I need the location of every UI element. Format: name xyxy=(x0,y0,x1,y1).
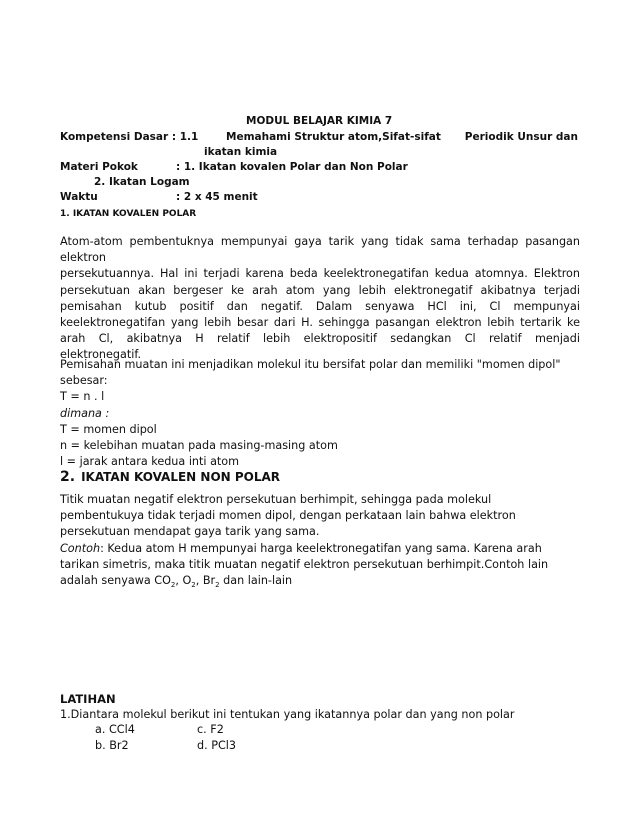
contoh-label: Contoh xyxy=(60,541,101,555)
waktu-label: Waktu xyxy=(60,191,98,203)
text-line: elektron xyxy=(60,251,107,265)
latihan-question xyxy=(60,707,580,723)
option-a: a. CCl4 xyxy=(95,723,135,736)
kompetensi-line2: ikatan kimia xyxy=(204,146,278,158)
section1-heading: 1. IKATAN KOVALEN POLAR xyxy=(60,209,197,219)
materi-value-1: : 1. Ikatan kovalen Polar dan Non Polar xyxy=(176,161,408,173)
definition: T = momen dipol xyxy=(60,422,157,436)
kompetensi-dasar-row xyxy=(60,131,578,145)
text-fragment: , Br xyxy=(195,574,216,588)
section2-paragraph xyxy=(60,492,580,589)
kompetensi-text: Memahami Struktur atom,Sifat-sifat xyxy=(226,131,441,143)
text-line: Titik muatan negatif elektron persekutuan berhimpit, sehingga pada molekul xyxy=(60,493,492,506)
section2-heading xyxy=(60,469,280,485)
subscript: 2 xyxy=(191,581,196,590)
section1-paragraph1 xyxy=(60,234,580,364)
dimana-label: dimana : xyxy=(60,406,110,420)
definition: l = jarak antara kedua inti atom xyxy=(60,455,240,469)
materi-value-2: 2. Ikatan Logam xyxy=(94,176,190,188)
text-line: Atom-atom pembentuknya mempunyai gaya tarik yang tidak sama terhadap pasangan xyxy=(60,235,580,248)
section1-paragraph2 xyxy=(60,357,580,470)
text-line: arah Cl, akibatnya H relatif lebih elektropositif sedangkan Cl relatif menjadi xyxy=(60,332,580,346)
text-fragment: adalah senyawa CO xyxy=(60,574,171,588)
option-b: b. Br2 xyxy=(95,739,129,752)
text-line: Pemisahan muatan ini menjadikan molekul itu bersifat polar dan memiliki "momen dipol" xyxy=(60,358,561,371)
option-d: d. PCl3 xyxy=(197,739,236,752)
text-line: persekutuan akan bergeser ke arah atom yang lebih elektronegatif akibatnya terjadi xyxy=(60,283,580,297)
text-line: sebesar: xyxy=(60,374,108,388)
compounds-line xyxy=(60,573,580,589)
section2-number: 2. xyxy=(60,469,76,485)
module-title: MODUL BELAJAR KIMIA 7 xyxy=(246,115,393,127)
definition: n = kelebihan muatan pada masing-masing atom xyxy=(60,439,338,453)
subscript: 2 xyxy=(215,581,220,590)
text-line: persekutuan mendapat gaya tarik yang sama. xyxy=(60,525,320,539)
question-text: 1.Diantara molekul berikut ini tentukan yang ikatannya polar dan yang non polar xyxy=(60,708,515,721)
text-line: persekutuannya. Hal ini terjadi karena beda keelektronegatifan kedua atomnya. Elektron xyxy=(60,267,580,281)
contoh-text: : Kedua atom H mempunyai harga keelektronegatifan yang sama. Karena arah xyxy=(100,541,542,555)
contoh-line xyxy=(60,541,580,557)
text-line: pembentukuya tidak terjadi momen dipol, dengan perkataan lain bahwa elektron xyxy=(60,509,516,523)
materi-label: Materi Pokok xyxy=(60,161,138,173)
text-fragment: dan lain-lain xyxy=(219,574,293,588)
text-fragment: , O xyxy=(175,574,192,588)
kompetensi-label: Kompetensi Dasar : 1.1 xyxy=(60,131,199,143)
text-line: tarikan simetris, maka titik muatan negatif elektron persekutuan berhimpit.Contoh lain xyxy=(60,557,549,571)
latihan-heading: LATIHAN xyxy=(60,692,116,706)
option-c: c. F2 xyxy=(197,723,224,736)
text-line: elektronegatif. xyxy=(60,348,142,362)
waktu-value: : 2 x 45 menit xyxy=(176,191,258,203)
text-line: pemisahan kutub positif dan negatif. Dalam senyawa HCl ini, Cl mempunyai xyxy=(60,299,580,313)
section2-title: IKATAN KOVALEN NON POLAR xyxy=(81,470,281,484)
text-line: keelektronegatifan yang lebih besar dari H. sehingga pasangan elektron lebih tertarik ke xyxy=(60,316,580,330)
subscript: 2 xyxy=(170,581,176,590)
formula: T = n . l xyxy=(60,390,105,404)
kompetensi-text-end: Periodik Unsur dan xyxy=(464,131,578,143)
